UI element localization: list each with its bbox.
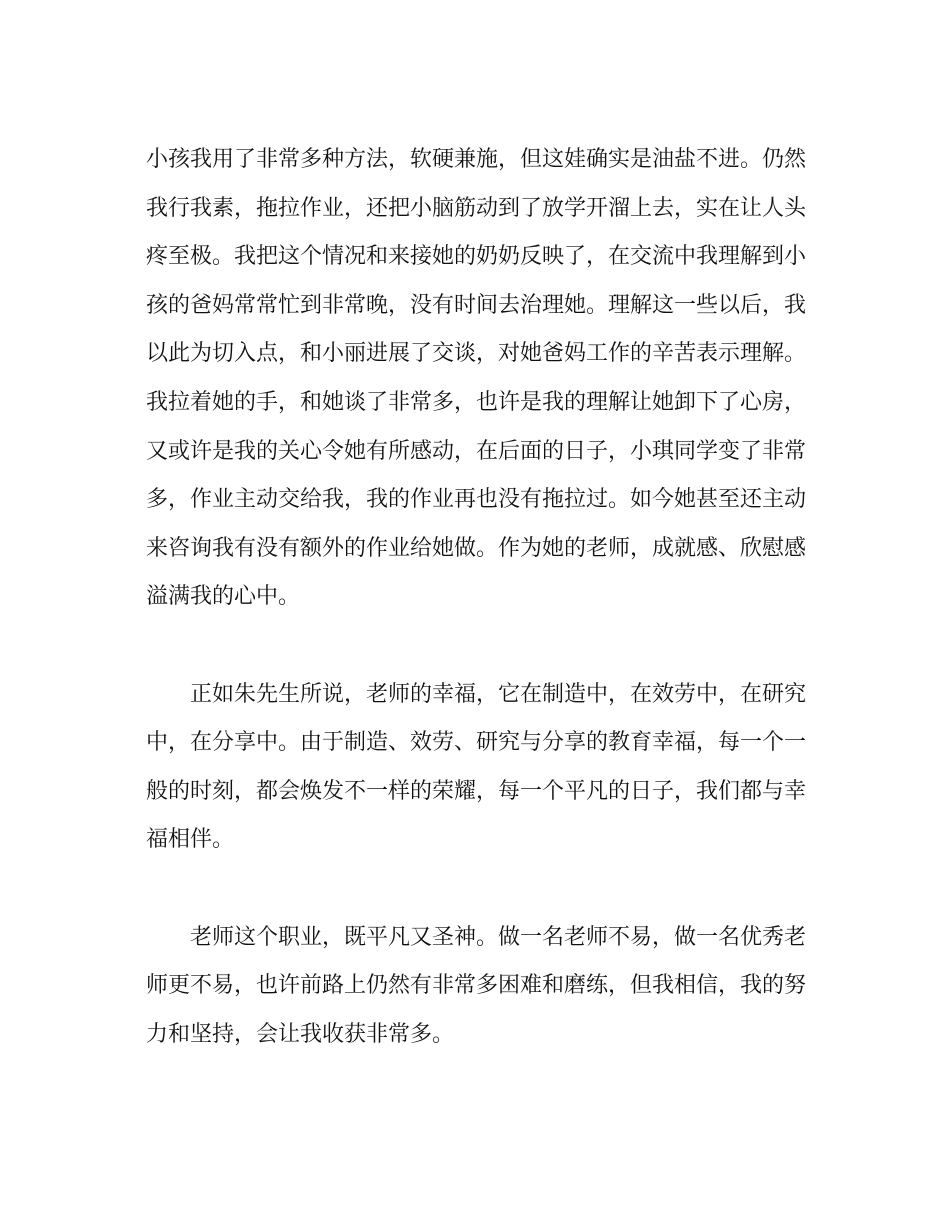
paragraph-2 bbox=[146, 671, 806, 865]
text-line-first: 老师这个职业，既平凡又圣神。做一名老师不易，做一名优秀老 bbox=[190, 924, 807, 950]
text-line: 中，在分享中。由于制造、效劳、研究与分享的教育幸福，每一个一 bbox=[146, 730, 807, 756]
text-line: 溢满我的心中。 bbox=[146, 584, 301, 610]
text-line: 般的时刻，都会焕发不一样的荣耀，每一个平凡的日子，我们都与幸 bbox=[146, 778, 807, 804]
paragraph-spacer bbox=[146, 865, 806, 914]
paragraph-spacer bbox=[146, 622, 806, 671]
text-line: 来咨询我有没有额外的作业给她做。作为她的老师，成就感、欣慰感 bbox=[146, 535, 807, 561]
text-line: 多，作业主动交给我，我的作业再也没有拖拉过。如今她甚至还主动 bbox=[146, 487, 807, 513]
paragraph-1 bbox=[146, 136, 806, 622]
text-line: 我行我素，拖拉作业，还把小脑筋动到了放学开溜上去，实在让人头 bbox=[146, 195, 807, 221]
text-line: 我拉着她的手，和她谈了非常多，也许是我的理解让她卸下了心房， bbox=[146, 389, 807, 415]
text-line: 又或许是我的关心令她有所感动，在后面的日子，小琪同学变了非常 bbox=[146, 438, 807, 464]
document-page bbox=[146, 136, 806, 1059]
text-line: 疼至极。我把这个情况和来接她的奶奶反映了，在交流中我理解到小 bbox=[146, 244, 807, 270]
text-line-first: 正如朱先生所说，老师的幸福，它在制造中，在效劳中，在研究 bbox=[190, 681, 807, 707]
text-line: 以此为切入点，和小丽进展了交谈，对她爸妈工作的辛苦表示理解。 bbox=[146, 341, 807, 367]
text-line: 力和坚持，会让我收获非常多。 bbox=[146, 1021, 455, 1047]
paragraph-3 bbox=[146, 914, 806, 1060]
text-line: 小孩我用了非常多种方法，软硬兼施，但这娃确实是油盐不进。仍然 bbox=[146, 147, 807, 172]
text-line: 福相伴。 bbox=[146, 827, 235, 853]
text-line: 孩的爸妈常常忙到非常晚，没有时间去治理她。理解这一些以后，我 bbox=[146, 292, 807, 318]
text-line: 师更不易，也许前路上仍然有非常多困难和磨练，但我相信，我的努 bbox=[146, 973, 807, 999]
